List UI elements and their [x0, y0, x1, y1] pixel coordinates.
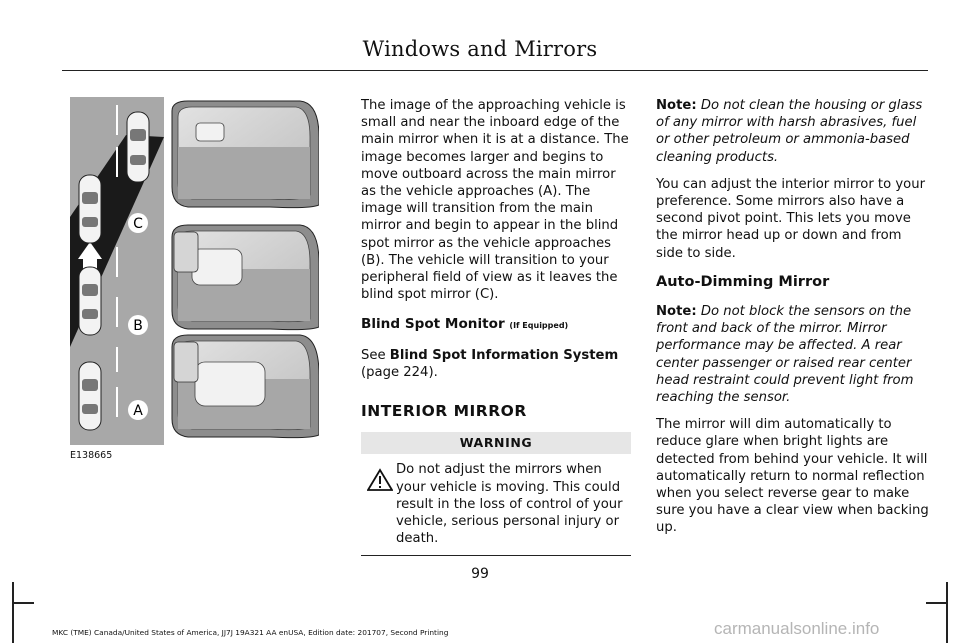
blind-spot-heading-text: Blind Spot Monitor — [361, 316, 505, 333]
mirror-middle — [172, 225, 319, 330]
car-ego — [79, 267, 101, 335]
blind-spot-heading — [361, 316, 631, 334]
mirror-top — [172, 101, 319, 208]
blind-spot-system-link[interactable]: Blind Spot Information System — [389, 347, 619, 363]
crop-mark-left — [12, 582, 14, 643]
header-rule — [62, 70, 928, 71]
crop-mark-right — [946, 582, 948, 643]
warning-box — [361, 454, 631, 556]
note-label: Note: — [656, 98, 697, 113]
car-b — [79, 175, 101, 243]
car-a — [79, 362, 101, 430]
sensor-note-text: Do not block the sensors on the front and back of the mirror. Mirror performance may be affected. A rear center passenger or raised rear center head restraint could prevent light from reaching the sensor. — [656, 304, 914, 406]
warning-text: Do not adjust the mirrors when your vehicle is moving. This could result in the loss of control of your vehicle, serious personal injury or death. — [396, 462, 623, 547]
see-prefix: See — [361, 347, 390, 363]
warning-header: WARNING — [361, 432, 631, 454]
column-right — [656, 97, 930, 537]
interior-mirror-heading: INTERIOR MIRROR — [361, 402, 527, 421]
mirror-bottom — [172, 335, 319, 438]
warning-icon — [367, 468, 393, 492]
approach-paragraph: The image of the approaching vehicle is small and near the inboard edge of the main mirror when it is at a distance. The image becomes larger and begins to move outboard across the main mirror as the vehicle approaches (A). The image will transition from the main mirror and begin to appear in the blind spot mirror as the vehicle approaches (B). The vehicle will transition to your peripheral field of view as it leaves the blind spot mirror (C). — [361, 98, 629, 303]
dim-paragraph: The mirror will dim automatically to reduce glare when bright lights are detected from behind your vehicle. It will automatically return to normal reflection when you select reverse gear to make sure you have a clear view when backing up. — [656, 417, 929, 536]
auto-dimming-heading: Auto-Dimming Mirror — [656, 273, 830, 290]
column-middle — [361, 97, 631, 556]
sensor-note — [656, 303, 930, 406]
cleaning-note-text: Do not clean the housing or glass of any mirror with harsh abrasives, fuel or other petroleum or ammonia-based cleaning products. — [656, 98, 923, 165]
cleaning-note — [656, 97, 930, 166]
note-label: Note: — [656, 304, 697, 320]
label-a: A — [133, 403, 143, 419]
watermark: carmanualsonline.info — [714, 619, 880, 638]
if-equipped-note: (If Equipped) — [509, 321, 569, 331]
edition-footer: MKC (TME) Canada/United States of America, JJ7J 19A321 AA enUSA, Edition date: 201707, Second Printing — [52, 628, 449, 637]
crop-mark-right-h — [926, 602, 946, 604]
label-b: B — [133, 318, 143, 334]
page-number: 99 — [471, 566, 489, 582]
see-reference — [361, 347, 631, 381]
blind-spot-figure — [70, 97, 319, 445]
page-title: Windows and Mirrors — [362, 37, 598, 61]
crop-mark-left-h — [12, 602, 34, 604]
label-c: C — [133, 216, 143, 232]
figure-code: E138665 — [70, 450, 113, 461]
see-suffix: (page 224). — [361, 364, 438, 380]
adjust-paragraph: You can adjust the interior mirror to your preference. Some mirrors also have a second pivot point. This lets you move the mirror head up or down and from side to side. — [656, 176, 926, 261]
car-c — [127, 112, 149, 182]
